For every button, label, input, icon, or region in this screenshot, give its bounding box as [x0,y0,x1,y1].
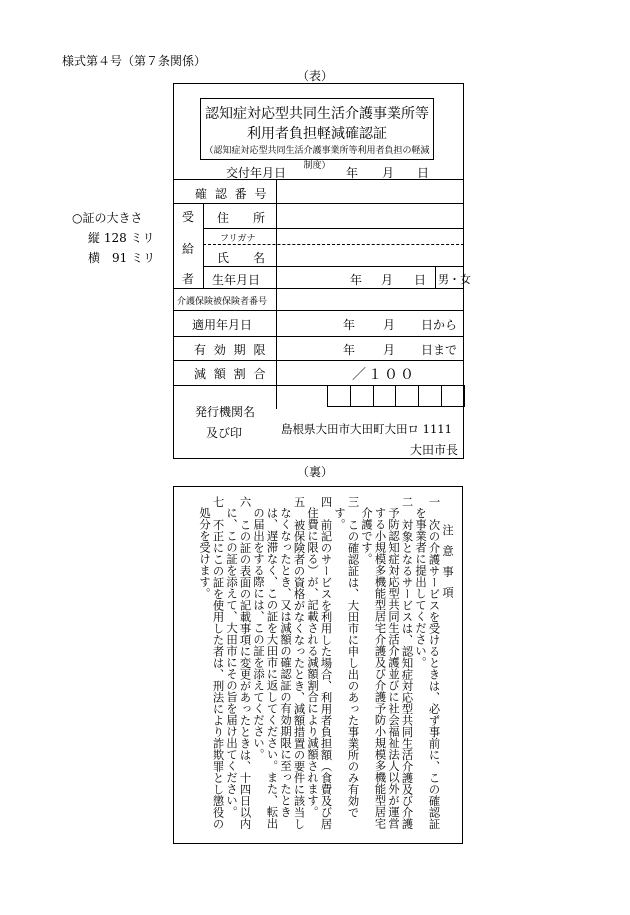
birthdate-label: 生年月日 [212,273,261,287]
valid-month: 月 [383,343,396,357]
note-item-3: 三 この確認証は、大田市に申し出のあった事業所のみ有効です。 [333,496,360,818]
note-item-1: 一 次の介護サービスを受けるときは、必ず事前に、この確認証を事業者に提出してください。 [414,496,441,830]
card-title-line1: 認知症対応型共同生活介護事業所等 [205,106,429,122]
reduction-rate-value: ／１００ [352,367,416,383]
birth-day: 日 [414,273,427,287]
applicable-date-label: 適用年月日 [192,318,253,332]
applicable-from: 日から [421,318,458,332]
issuer-label-line1: 発行機関名 [195,405,256,419]
note-item-4: 四 前記のサービスを利用した場合、利用者負担額（食費及び居住費に限る）が、記載される減額割合により減額されます。 [306,496,333,830]
issue-day: 日 [417,166,430,180]
name-label: 氏 名 [217,251,266,265]
valid-until: 日まで [421,343,458,357]
valid-year: 年 [343,343,356,357]
card-title-box [200,98,434,171]
note-item-2: 二 対象となるサービスは、認知症対応型共同生活介護及び介護予防認知症対応型共同生活介護並びに社会福祉法人以外が運営する小規模多機能型居宅介護及び介護予防小規模多機能型居宅介護です。 [360,496,414,830]
card-title-line2: 利用者負担軽減確認証 [247,126,387,142]
issue-date-label: 交付年月日 [226,166,287,180]
issue-month: 月 [382,166,395,180]
size-note-height: 縦 128 ミリ [88,231,155,245]
front-label: （表） [296,69,333,83]
notes-section [182,496,454,838]
cert-number-label: 確 認 番 号 [195,187,269,201]
issuer-label-line2: 及び印 [206,426,243,440]
notes-title: 注 意 事 項 [441,524,454,601]
recipient-label-3: 者 [182,272,195,286]
note-item-7: 七 不正にこの証を使用した者は、刑法により詐欺罪とし懲役の処分を受けます。 [198,496,225,830]
reduction-rate-label: 減 額 割 合 [194,367,268,381]
insured-number-label: 介護保険被保険者番号 [177,297,268,307]
birth-year: 年 [350,273,363,287]
note-item-5: 五 被保険者の資格がなくなったとき、減額措置の要件に該当しなくなったとき、又は減額の確認証の有効期限に至ったときは、遅滞なく、この証を大田市に返してください。また、転出の届出をする際には、この証を添えてください。 [252,496,306,830]
issuer-number-boxes [327,385,465,407]
size-note-width: 横 91 ミリ [88,251,156,265]
applicable-year: 年 [343,318,356,332]
furigana-label: フリガナ [220,234,256,244]
back-label: （裏） [296,465,333,479]
recipient-label-1: 受 [182,210,195,224]
birth-month: 月 [381,273,394,287]
card-title-line3: （認知症対応型共同生活介護事業所等利用者負担の軽減制度） [204,146,430,171]
applicable-month: 月 [383,318,396,332]
form-number: 様式第４号（第７条関係） [62,54,207,68]
size-note-title: ○証の大きさ [72,211,143,225]
address-label: 住 所 [217,211,266,225]
issue-year: 年 [346,166,359,180]
recipient-label-2: 給 [182,242,195,256]
valid-period-label: 有 効 期 限 [194,343,268,357]
issuer-name: 大田市長 [410,443,459,457]
issuer-address: 島根県大田市大田町大田ロ 1111 [281,422,452,436]
note-item-6: 六 この証の表面の記載事項に変更があったときは、十四日以内に、この証を添えて、大田市にその旨を届け出てください。 [225,496,252,830]
gender-field: 男・女 [438,273,471,286]
